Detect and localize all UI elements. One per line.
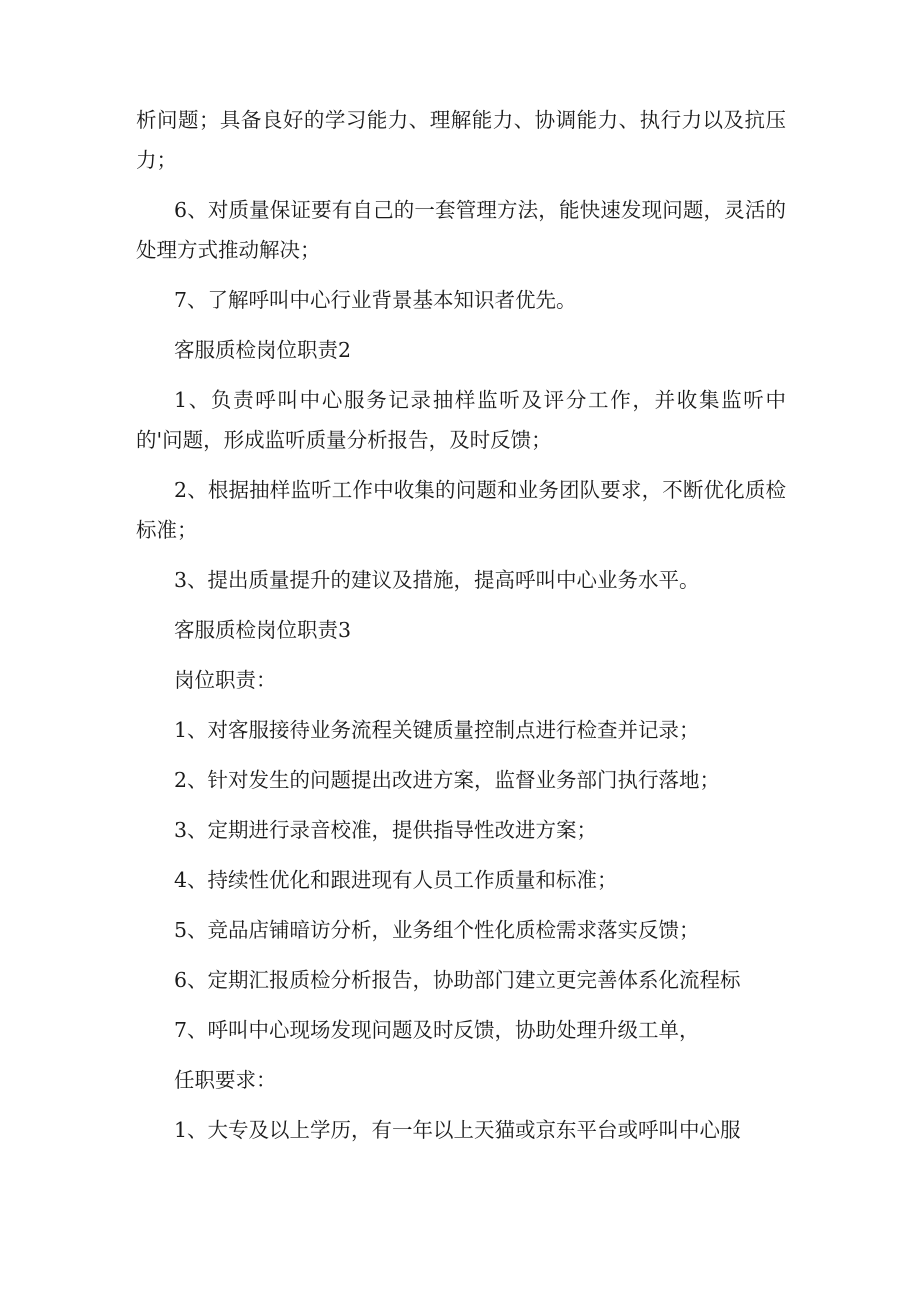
paragraph-5: 1、负责呼叫中心服务记录抽样监听及评分工作，并收集监听中的'问题，形成监听质量分析报告，及时反馈； xyxy=(136,388,786,452)
paragraph-14: 5、竞品店铺暗访分析，业务组个性化质检需求落实反馈； xyxy=(174,918,700,942)
paragraph-12: 3、定期进行录音校准，提供指导性改进方案； xyxy=(174,818,598,842)
subheading-requirements: 任职要求： xyxy=(174,1068,277,1092)
paragraph-13: 4、持续性优化和跟进现有人员工作质量和标准； xyxy=(174,868,618,892)
paragraph-15: 6、定期汇报质检分析报告，协助部门建立更完善体系化流程标 xyxy=(174,968,741,992)
paragraph-16: 7、呼叫中心现场发现问题及时反馈，协助处理升级工单， xyxy=(174,1018,700,1042)
subheading-duties: 岗位职责： xyxy=(174,668,277,692)
section-heading-3: 客服质检岗位职责3 xyxy=(174,618,352,642)
paragraph-1: 析问题；具备良好的学习能力、理解能力、协调能力、执行力以及抗压力； xyxy=(136,108,786,172)
paragraph-18: 1、大专及以上学历，有一年以上天猫或京东平台或呼叫中心服 xyxy=(174,1118,741,1142)
paragraph-2: 6、对质量保证要有自己的一套管理方法，能快速发现问题，灵活的处理方式推动解决； xyxy=(136,198,786,262)
paragraph-7: 3、提出质量提升的建议及措施，提高呼叫中心业务水平。 xyxy=(174,568,700,592)
paragraph-11: 2、针对发生的问题提出改进方案，监督业务部门执行落地； xyxy=(174,768,721,792)
paragraph-6: 2、根据抽样监听工作中收集的问题和业务团队要求，不断优化质检标准； xyxy=(136,478,786,542)
paragraph-10: 1、对客服接待业务流程关键质量控制点进行检查并记录； xyxy=(174,718,700,742)
section-heading-2: 客服质检岗位职责2 xyxy=(174,338,352,362)
paragraph-3: 7、了解呼叫中心行业背景基本知识者优先。 xyxy=(174,288,577,312)
